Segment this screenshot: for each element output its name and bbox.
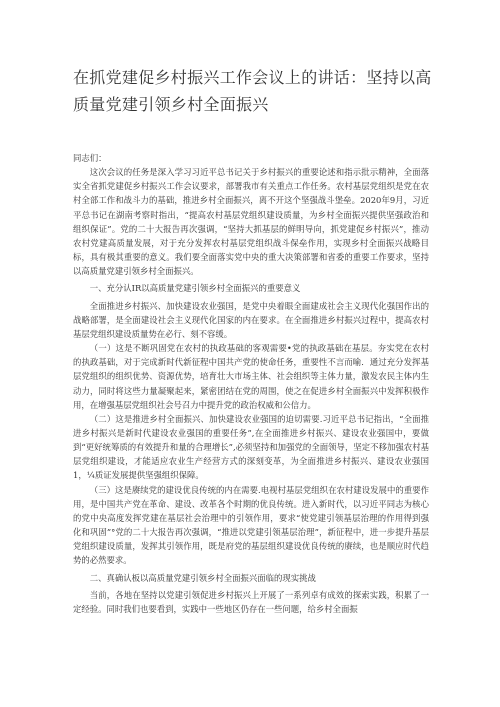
section-heading: 一、充分认IR以高质量党建引领乡村全面振兴的重要意义 xyxy=(89,283,301,294)
body-paragraph: （一）这是不断巩固党在农村的执政基础的客观需要•党的执政基础在基层。夯实党在农村的执政基础，对于完成新时代新征程中国共产党的使命任务，重要性不言而喻．通过充分发挥基层党组织的组织优势、资源优势，培育壮大市场主体、社会组织等主体力量，激发农民主体内生动力，同时将这些力量凝聚起来，紧密团结在党的周围，使之在促进乡村全面振兴中发挥积极作用，在增强基层党组织社会号召力中提升党的政治权威和公信力。 xyxy=(73,343,429,410)
body-paragraph: （二）这是推进乡村全面振兴、加快建设农业强国的迫切需要.习近平总书记指出，“全面推进乡村振兴是新时代建设农业强国的重要任务”,在全面推进乡村振兴、建设农业强国中，要做到“更好统筹质的有效提升和量的合理增长”,必须坚持和加强党的全面领导，坚定不移加强农村基层党组织建设，才能适应农业生产经营方式的深刻变革，为全面推进乡村振兴、建设农业强国1，¼质证发展提供坚强组织保障。 xyxy=(73,413,429,481)
body-paragraph: 全面推进乡村振兴、加快建设农业强国，是党中央着眼全面建成社会主义现代化强国作出的战略部署，是全面建设社会主义现代化国家的内在要求。在全面推进乡村振兴过程中，提高农村基层党组织建设质量势在必行、刻不容缓。 xyxy=(73,300,429,339)
section-heading: 二、真确认板以高质量党建引领乡村全面振兴面临的现实挑战 xyxy=(89,572,316,583)
body-paragraph: 这次会议的任务是深入学习习近平总书记关于乡村振兴的重要论述和指示批示精神，全面落实全省抓党建促乡村振兴工作会议要求，部署我市有关重点工作任务。农村基层党组织是党在农村全部工作和战斗力的基础，推进乡村全面振兴，离不开这个坚强战斗堡垒。2020年9月，习近平总书记在湖南考察时指出，“提高农村基层党组织建设质量，为乡村全面振兴提供坚强政治和组织保证”。党的二十大报告再次强调，“坚持大抓基层的鲜明导向，抓党建促乡村振兴”，推动农村党建高质量发展，对于充分发挥农村基层党组织战斗保垒作用，实现乡村全面振兴战略目标，具有极其重要的意义。我们要全面落实党中央的重大决策部署和省委的重要工作要求，坚持以高质量党建引领乡村全面振兴。 xyxy=(73,167,429,277)
document-body xyxy=(73,148,429,616)
body-paragraph: 当前，各地在坚持以党建引领促进乡村振兴上开展了一系列卓有成效的探索实践，积累了一定经验。同时我们也要看到，实践中一些地区仍存在一些问题，给乡村全面振 xyxy=(73,589,429,614)
paragraph-list xyxy=(73,165,429,616)
page-title: 在抓党建促乡村振兴工作会议上的讲话：坚持以高质量党建引领乡村全面振兴 xyxy=(73,68,432,114)
salutation: 同志们： xyxy=(73,153,107,163)
body-paragraph: （三）这是赓续党的建设优良传统的内在需要.电视村基层党组织在农村建设发展中的重要作用，是中国共产党在革命、建设、改革各个时期的优良传统。进入新时代，以习近平同志为核心的党中央高度发挥党建在基层社会治理中的引领作用，要求“使党建引领基层治理的作用得到强化和巩固”°党的二十大报告再次强调，“推进以党建引领基层治理”，新征程中，进一步提升基层党组织建设质量，发挥其引领作用，既是府党的基层组织建设优良传统的赓续，也是顺应时代趋势的必然要求。 xyxy=(73,484,429,566)
